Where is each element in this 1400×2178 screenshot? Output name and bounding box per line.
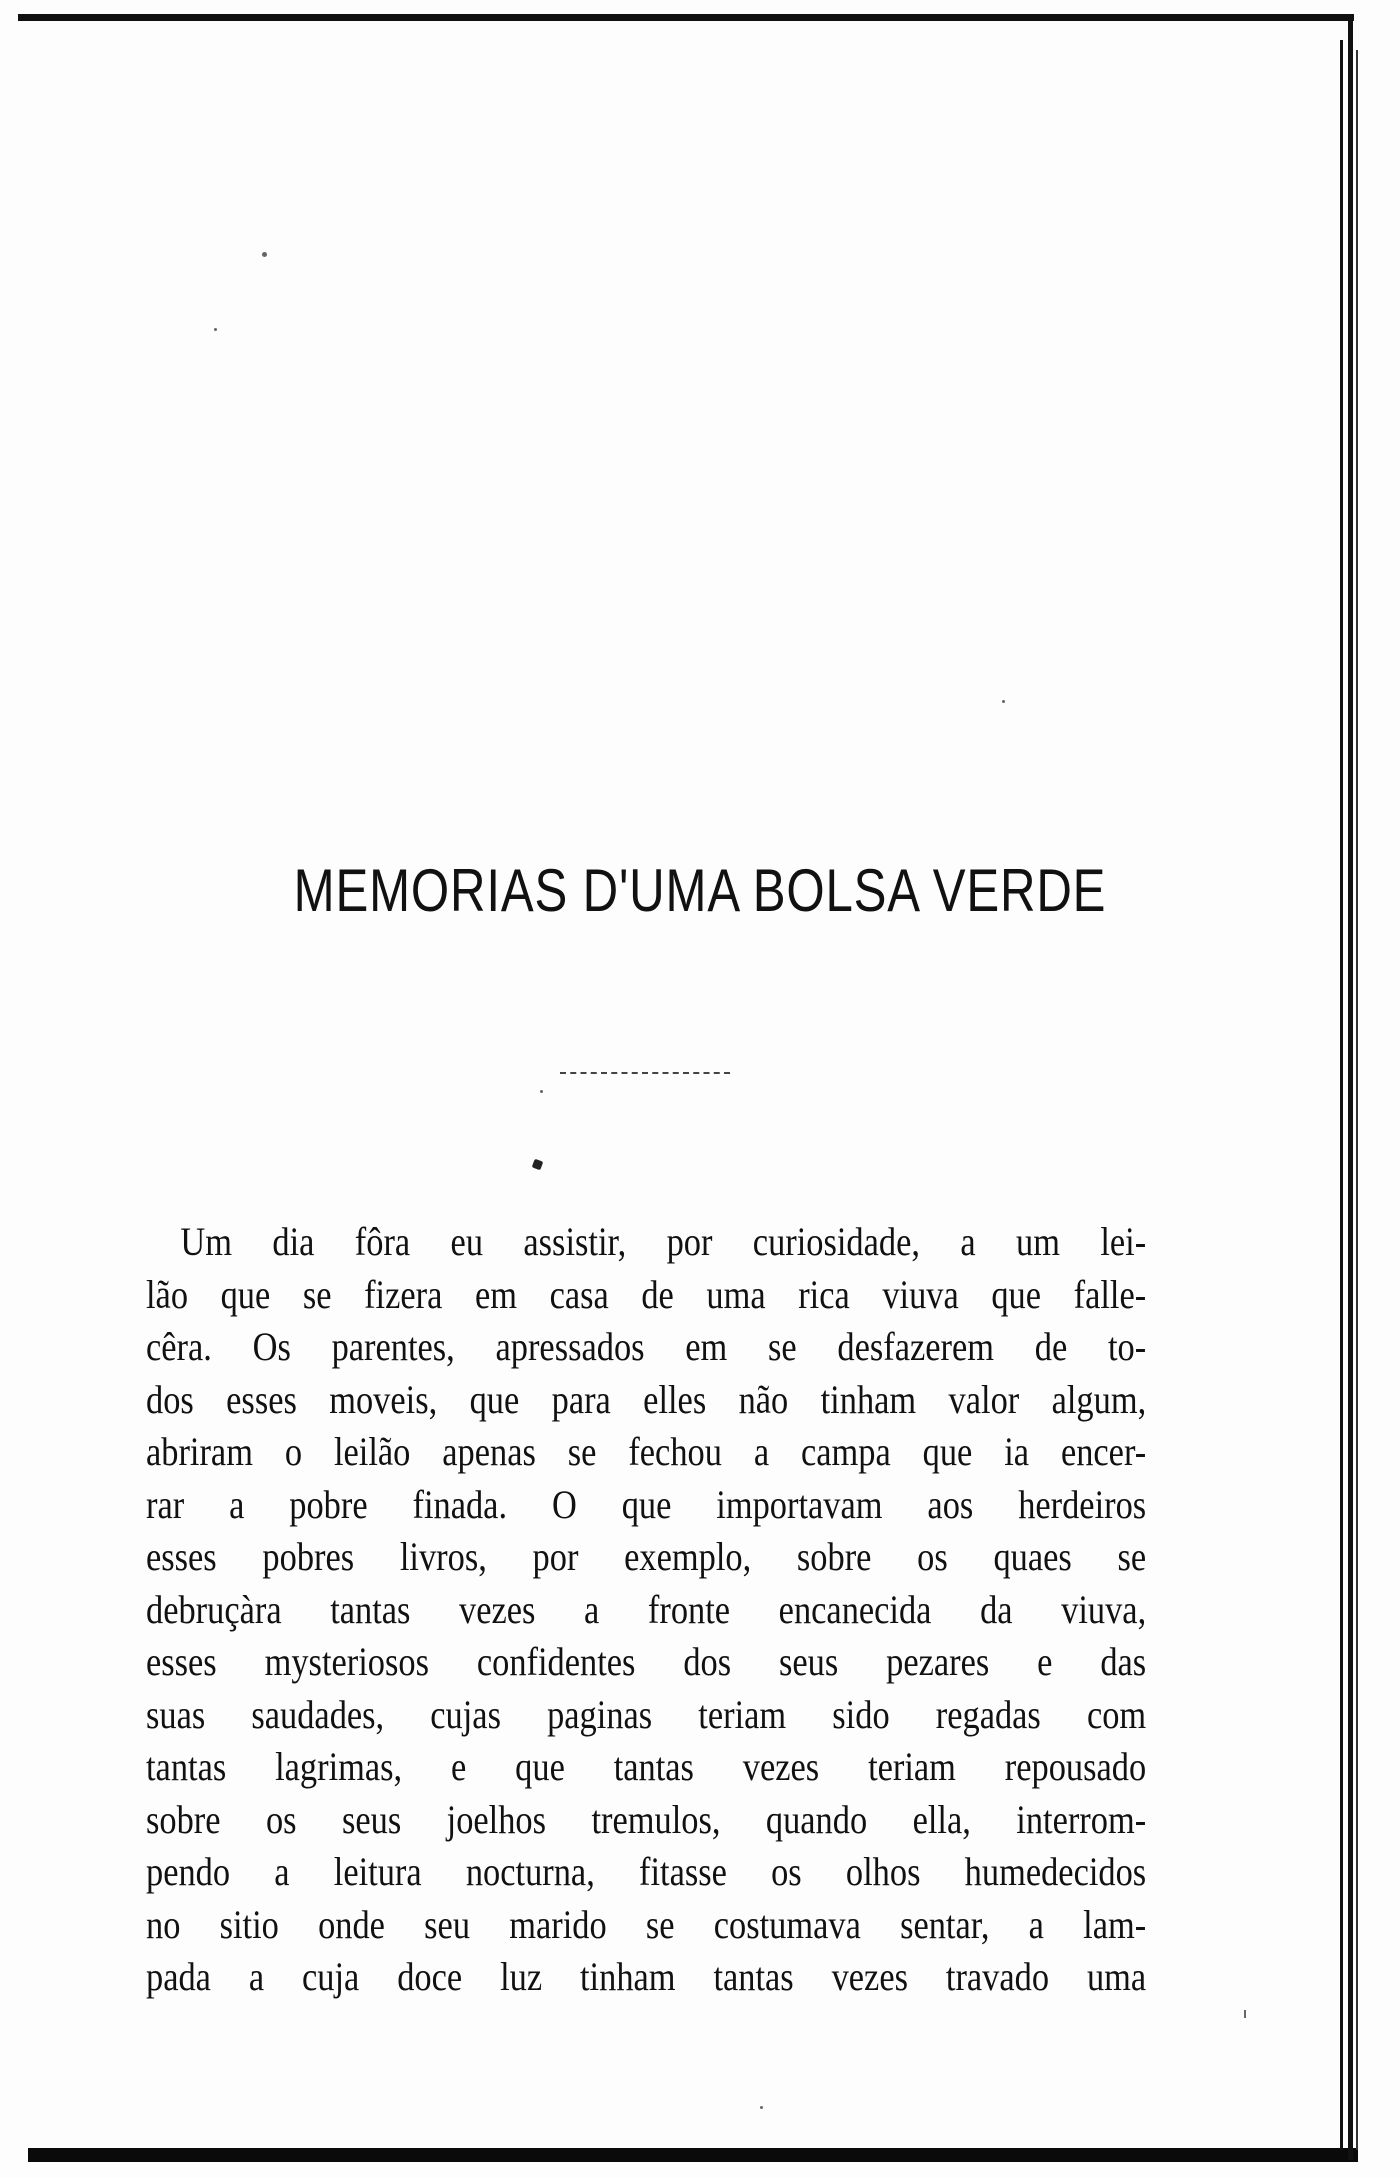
body-paragraph <box>146 1216 1146 2004</box>
text-line: Um dia fôra eu assistir, por curiosidade, a um lei- <box>180 1219 1147 1264</box>
text-line: sobre os seus joelhos tremulos, quando ella, interrom- <box>146 1796 1147 1842</box>
chapter-title: MEMORIAS D'UMA BOLSA VERDE <box>293 857 1107 924</box>
text-line: no sitio onde seu marido se costumava sentar, a lam- <box>146 1901 1147 1947</box>
text-line: suas saudades, cujas paginas teriam sido regadas com <box>146 1691 1147 1737</box>
page-edge-line <box>1356 50 1358 2150</box>
text-line: cêra. Os parentes, apressados em se desfazerem de to- <box>146 1324 1147 1369</box>
paper-speck <box>214 328 217 331</box>
title-divider-rule <box>560 1072 730 1076</box>
page-edge-line <box>1340 40 1343 2150</box>
top-border-rule <box>18 14 1354 21</box>
paper-speck <box>760 2106 763 2109</box>
bottom-border-rule <box>28 2148 1358 2162</box>
text-line: rar a pobre finada. O que importavam aos herdeiros <box>146 1481 1147 1527</box>
paper-speck <box>1002 700 1005 703</box>
text-line: abriram o leilão apenas se fechou a campa que ia encer- <box>146 1429 1147 1474</box>
text-line: pendo a leitura nocturna, fitasse os olhos humedecidos <box>146 1849 1147 1894</box>
text-line: debruçàra tantas vezes a fronte encanecida da viuva, <box>146 1586 1147 1632</box>
text-line: tantas lagrimas, e que tantas vezes teriam repousado <box>146 1744 1147 1789</box>
text-line: esses pobres livros, por exemplo, sobre os quaes se <box>146 1534 1147 1579</box>
paper-speck <box>1244 2010 1246 2018</box>
ornament-mark <box>532 1159 544 1171</box>
text-line: esses mysteriosos confidentes dos seus pezares e das <box>146 1639 1147 1684</box>
page-edge-line <box>1348 14 1353 2160</box>
text-line: dos esses moveis, que para elles não tinham valor algum, <box>146 1376 1147 1422</box>
paper-speck <box>262 252 267 257</box>
text-line: pada a cuja doce luz tinham tantas vezes travado uma <box>146 1954 1147 1999</box>
paper-speck <box>540 1090 543 1093</box>
text-line: lão que se fizera em casa de uma rica viuva que falle- <box>146 1271 1147 1317</box>
